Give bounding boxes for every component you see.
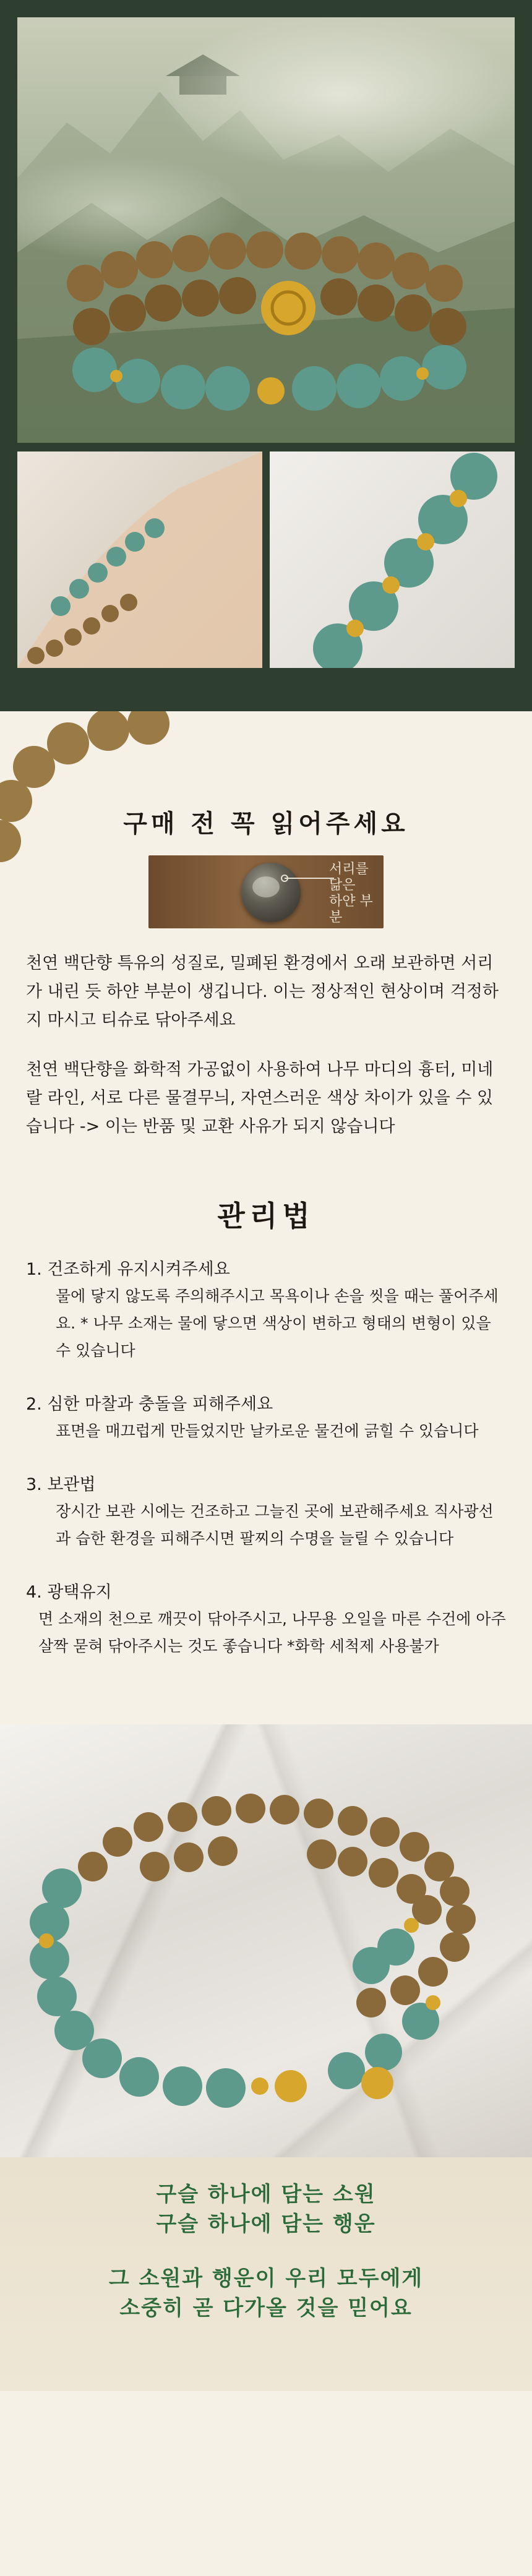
care-item-body: 물에 닿지 않도록 주의해주시고 목욕이나 손을 씻을 때는 풀어주세요. * 나무 소재는 물에 닿으면 색상이 변하고 형태의 변형이 있을 수 있습니다 <box>56 1287 499 1359</box>
callout-line-2: 하얀 부분 <box>329 894 373 925</box>
hero-photo-bracelet <box>17 17 515 443</box>
callout-line <box>285 878 334 879</box>
care-item-title: 1. 건조하게 유지시켜주세요 <box>26 1260 230 1279</box>
product-photo-frame <box>0 0 532 711</box>
care-title: 관리법 <box>217 1199 315 1233</box>
care-item-dry <box>26 1257 506 1364</box>
callout-line-1: 서리를 닮은 <box>329 862 369 893</box>
closing-line-4: 소중히 곧 다가올 것을 믿어요 <box>119 2296 413 2321</box>
care-item-title: 4. 광택유지 <box>26 1583 112 1602</box>
frost-bead <box>241 863 301 922</box>
care-item-friction <box>26 1392 506 1445</box>
care-section <box>0 1181 532 1724</box>
detail-photo-wrist <box>17 451 262 668</box>
closing-line-2: 구슬 하나에 담는 행운 <box>156 2212 376 2236</box>
bracelet-illustration <box>17 17 515 443</box>
notice-title: 구매 전 꼭 읽어주세요 <box>123 810 409 838</box>
care-item-body: 면 소재의 천으로 깨끗이 닦아주시고, 나무용 오일을 마른 수건에 아주 살짝 묻혀 닦아주시는 것도 좋습니다 *화학 세척제 사용불가 <box>38 1610 506 1655</box>
detail-photos-row <box>17 451 515 668</box>
double-bracelet-illustration <box>0 1724 532 2157</box>
care-item-title: 2. 심한 마찰과 충돌을 피해주세요 <box>26 1395 273 1414</box>
care-item-storage <box>26 1472 506 1552</box>
closing-line-1: 구슬 하나에 담는 소원 <box>156 2182 376 2207</box>
notice-section <box>0 711 532 1181</box>
notice-paragraph-frost: 천연 백단향 특유의 성질로, 밀폐된 환경에서 오래 보관하면 서리가 내린 듯 하얀 부분이 생깁니다. 이는 정상적인 현상이며 걱정하지 마시고 티슈로 닦아주세요 <box>26 954 499 1030</box>
callout-text <box>329 862 384 926</box>
care-item-body: 장시간 보관 시에는 건조하고 그늘진 곳에 보관해주세요 직사광선과 습한 환경을 피해주시면 팔찌의 수명을 늘릴 수 있습니다 <box>56 1502 494 1547</box>
care-item-polish <box>26 1580 506 1660</box>
bottom-photo-bracelet <box>0 1724 532 2157</box>
care-item-title: 3. 보관법 <box>26 1475 96 1494</box>
notice-paragraph-natural: 천연 백단향을 화학적 가공없이 사용하여 나무 마디의 흉터, 미네랄 라인, 서로 다른 물결무늬, 자연스러운 색상 차이가 있을 수 있습니다 -> 이는 반품 및 교환 사유가 되지 않습니다 <box>26 1060 494 1136</box>
detail-photo-closeup <box>270 451 515 668</box>
care-item-body: 표면을 매끄럽게 만들었지만 날카로운 물건에 긁힐 수 있습니다 <box>56 1422 479 1440</box>
closing-message <box>0 2157 532 2391</box>
closing-line-3: 그 소원과 행운이 우리 모두에게 <box>108 2266 424 2291</box>
frost-bead-photo <box>148 855 384 928</box>
